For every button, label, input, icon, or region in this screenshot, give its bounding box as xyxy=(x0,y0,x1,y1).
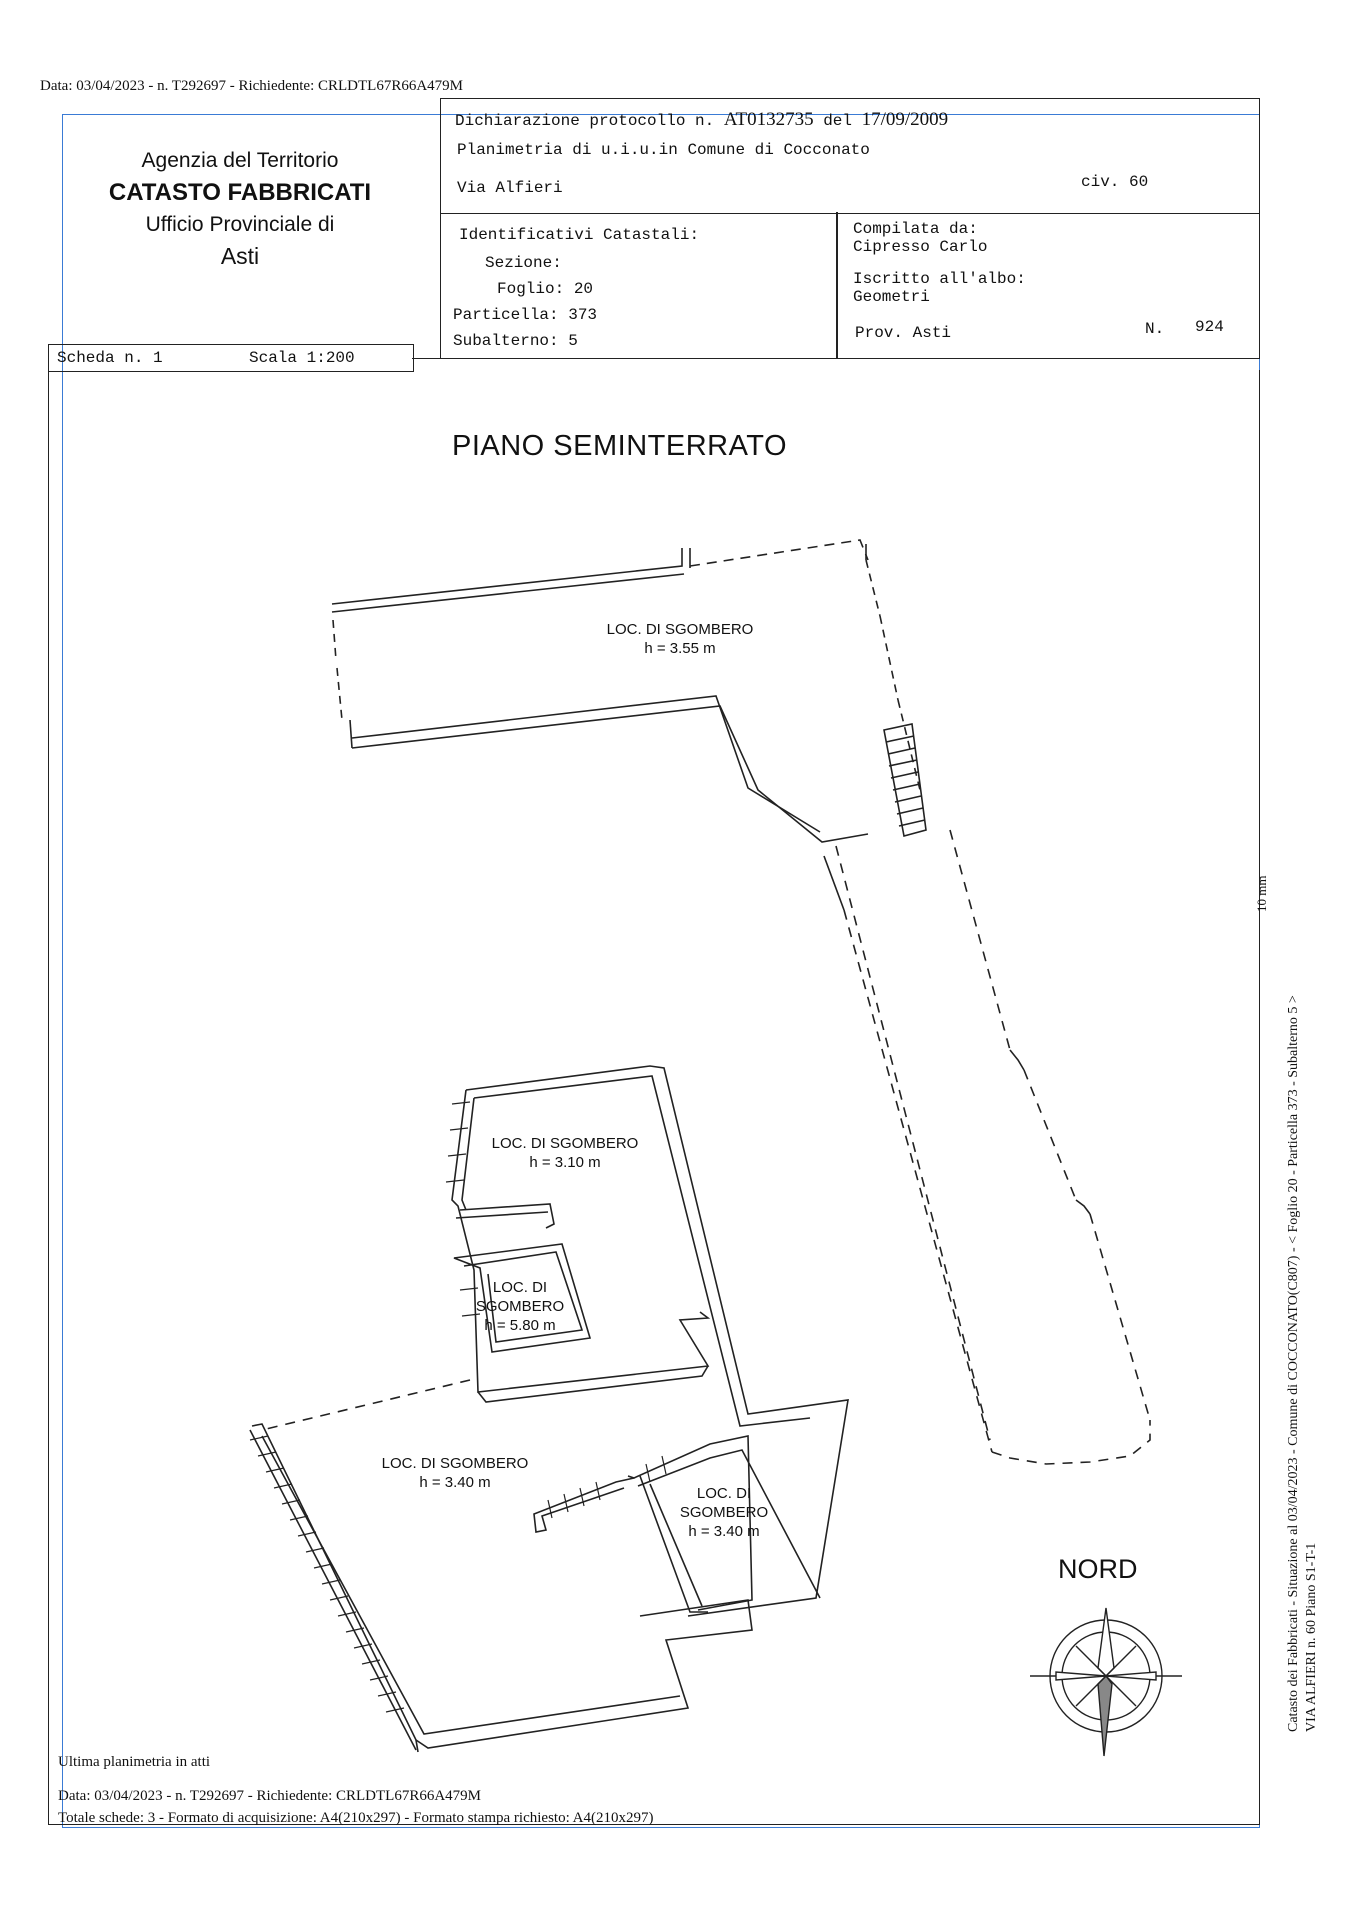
particella: Particella: 373 xyxy=(453,306,598,324)
compass-icon xyxy=(1026,1606,1186,1766)
agency-catasto: CATASTO FABBRICATI xyxy=(108,179,372,206)
n-label: N. xyxy=(1145,320,1165,338)
room-label-5 xyxy=(664,1484,784,1541)
declaration-prefix: Dichiarazione protocollo n. xyxy=(455,112,715,130)
subalterno: Subalterno: 5 xyxy=(453,332,578,350)
room-height: h = 3.10 m xyxy=(529,1154,601,1171)
agency-name: Agenzia del Territorio xyxy=(141,149,339,172)
room-name-line2: SGOMBERO xyxy=(679,1504,769,1521)
side-mm: 10 mm xyxy=(1254,875,1269,912)
room-label-2 xyxy=(470,1134,660,1172)
room-height: h = 3.40 m xyxy=(688,1523,760,1540)
planimetria-line: Planimetria di u.i.u.in Comune di Cocconato xyxy=(457,141,870,159)
compilata-title: Compilata da: xyxy=(853,220,978,238)
prov-label: Prov. Asti xyxy=(855,324,952,342)
civ-line: civ. 60 xyxy=(1081,173,1149,191)
nord-label: NORD xyxy=(1058,1554,1138,1584)
via-line: Via Alfieri xyxy=(457,179,563,197)
room-label-4 xyxy=(360,1454,550,1492)
agency-office: Ufficio Provinciale di xyxy=(145,213,335,236)
floor-title: PIANO SEMINTERRATO xyxy=(452,430,788,462)
side-text-line1: Catasto dei Fabbricati - Situazione al 03/04/2023 - Comune di COCCONATO(C807) - < Foglio 20 - Particella 373 - Subalterno 5 > xyxy=(1286,995,1301,1732)
room-height: h = 3.55 m xyxy=(644,640,716,657)
sezione: Sezione: xyxy=(485,254,562,272)
protocol-number: AT0132735 xyxy=(723,109,814,130)
albo-value: Geometri xyxy=(853,288,930,306)
footer-data: Data: 03/04/2023 - n. T292697 - Richiedente: CRLDTL67R66A479M xyxy=(58,1788,482,1804)
declaration-date: 17/09/2009 xyxy=(861,109,949,130)
room-height: h = 5.80 m xyxy=(484,1317,556,1334)
footer-ultima: Ultima planimetria in atti xyxy=(58,1754,211,1770)
header-request-info: Data: 03/04/2023 - n. T292697 - Richiedente: CRLDTL67R66A479M xyxy=(40,78,464,94)
n-value: 924 xyxy=(1195,318,1224,336)
scala: Scala 1:200 xyxy=(249,349,355,367)
room-name: LOC. DI SGOMBERO xyxy=(606,621,754,638)
scheda-number: Scheda n. 1 xyxy=(57,349,163,367)
agency-province: Asti xyxy=(220,243,260,269)
room-name-line1: LOC. DI xyxy=(492,1279,548,1296)
foglio: Foglio: 20 xyxy=(497,280,594,298)
room-name-line2: SGOMBERO xyxy=(475,1298,565,1315)
identificativi-title: Identificativi Catastali: xyxy=(459,226,700,244)
room-height: h = 3.40 m xyxy=(419,1474,491,1491)
room-label-3 xyxy=(460,1278,580,1335)
iscritto-label: Iscritto all'albo: xyxy=(853,270,1026,288)
room-name: LOC. DI SGOMBERO xyxy=(381,1455,529,1472)
side-text-line2: VIA ALFIERI n. 60 Piano S1-T-1 xyxy=(1304,1542,1319,1732)
compilata-name: Cipresso Carlo xyxy=(853,238,988,256)
room-name-line1: LOC. DI xyxy=(696,1485,752,1502)
room-name: LOC. DI SGOMBERO xyxy=(491,1135,639,1152)
room-label-1 xyxy=(580,620,780,658)
declaration-del: del xyxy=(823,112,853,130)
footer-totale: Totale schede: 3 - Formato di acquisizione: A4(210x297) - Formato stampa richiesto: A4(210x297) xyxy=(58,1810,654,1826)
